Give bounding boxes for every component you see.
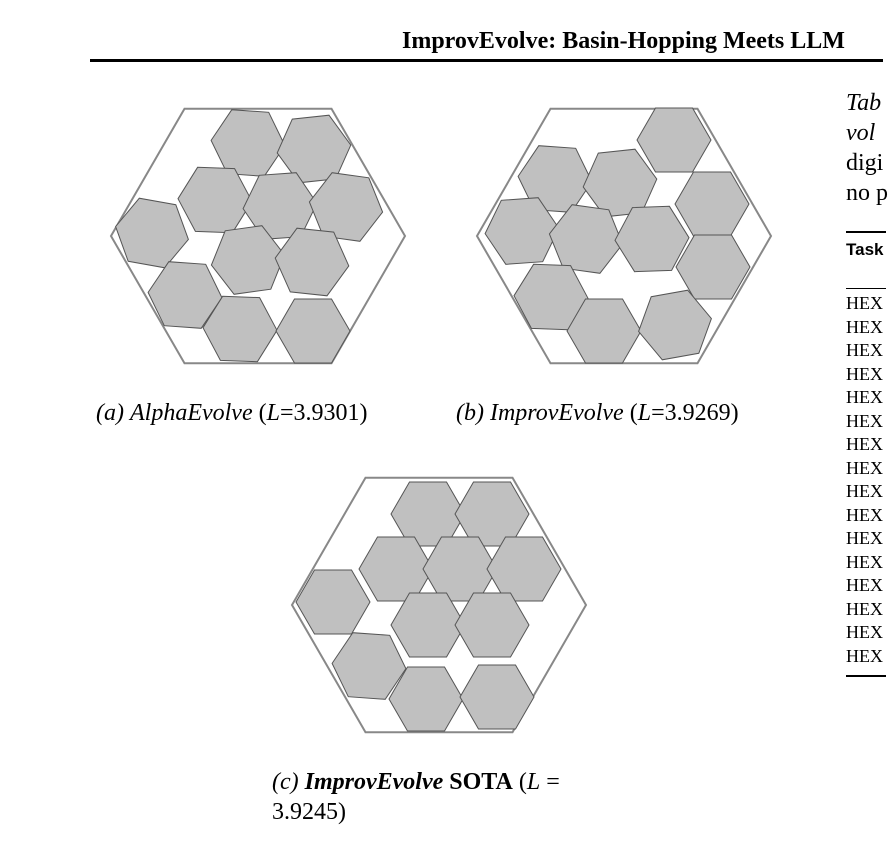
table-caption-line-4: no p: [846, 180, 888, 206]
figure-b-svg: [474, 105, 776, 367]
figure-b-hexagon-packing: [474, 105, 776, 367]
running-header-title: ImprovEvolve: Basin-Hopping Meets LLM: [402, 28, 845, 54]
figure-c-lparen: (: [518, 769, 527, 795]
figure-c-unit-hexagon-2: [455, 482, 529, 546]
figure-c-unit-hexagon-3: [359, 537, 433, 601]
figure-b-eq: =: [651, 400, 665, 426]
figure-b-value: 3.9269: [664, 400, 731, 426]
figure-c-unit-hexagon-5: [487, 537, 561, 601]
figure-c-method-name: ImprovEvolve: [304, 769, 444, 795]
table-row: HEX: [846, 316, 883, 337]
table-caption-line-1: Tab: [846, 90, 882, 116]
table-row: HEX: [846, 598, 883, 619]
table-row: HEX: [846, 387, 883, 407]
figure-a-svg: [108, 105, 410, 367]
figure-c-L: L: [526, 769, 541, 795]
figure-b-lparen: (: [629, 400, 638, 426]
table-row: HEX: [846, 575, 883, 595]
figure-c-rparen: ): [338, 799, 346, 825]
figure-b-unit-hexagon-11: [639, 290, 712, 360]
figure-b-unit-hexagon-8: [676, 235, 750, 299]
table-rows: [846, 292, 883, 668]
figure-c-unit-hexagon-7: [391, 593, 465, 657]
figure-a-unit-hexagon-3: [178, 167, 252, 232]
figure-a-value: 3.9301: [293, 400, 360, 426]
figure-c-unit-hexagon-4: [423, 537, 497, 601]
figure-c-value: 3.9245: [272, 799, 338, 825]
figure-b-method-name: ImprovEvolve: [489, 400, 624, 426]
table-mid-rule: [846, 288, 886, 289]
table-row: HEX: [846, 410, 883, 431]
table-row: HEX: [846, 551, 883, 572]
figure-b-caption: [456, 398, 739, 428]
figure-a-unit-hexagon-2: [277, 115, 351, 183]
figure-b-rparen: ): [730, 400, 739, 426]
figure-c-hexagon-packing: [291, 474, 593, 736]
table-caption-line-3: digi: [846, 150, 884, 176]
figure-c-unit-hexagon-1: [391, 482, 465, 546]
figure-c-sota: SOTA: [449, 769, 513, 795]
header-rule: [90, 59, 883, 62]
figure-a-rparen: ): [359, 400, 368, 426]
figure-c-label: (c): [272, 769, 299, 795]
figure-b-L: L: [637, 400, 652, 426]
table-row: HEX: [846, 457, 883, 478]
figure-b-unit-hexagon-4: [675, 172, 749, 236]
table-row: HEX: [846, 481, 883, 501]
figure-a-unit-hexagon-11: [276, 299, 350, 363]
figure-c-unit-hexagon-11: [460, 665, 534, 729]
figure-a-label: (a): [96, 400, 124, 426]
figure-a-lparen: (: [258, 400, 267, 426]
table-caption-cropped: [846, 88, 888, 208]
figure-a-hexagon-packing: [108, 105, 410, 367]
table-row: HEX: [846, 528, 883, 548]
table-row: HEX: [846, 363, 883, 384]
figure-b-label: (b): [456, 400, 484, 426]
figure-a-eq: =: [279, 400, 294, 426]
figure-c-caption: [272, 767, 560, 827]
figure-a-L: L: [266, 400, 280, 426]
table-header-task: Task: [846, 240, 884, 259]
figure-c-eq: =: [546, 769, 560, 795]
table-top-rule: [846, 231, 886, 233]
table-row: HEX: [846, 504, 883, 525]
table-bottom-rule: [846, 675, 886, 677]
figure-b-unit-hexagon-7: [615, 206, 689, 271]
table-row: HEX: [846, 293, 883, 313]
figure-a-method-name: AlphaEvolve: [129, 400, 253, 426]
table-row: HEX: [846, 434, 883, 454]
table-row: HEX: [846, 340, 883, 360]
figure-c-unit-hexagon-8: [455, 593, 529, 657]
table-row: HEX: [846, 622, 883, 642]
figure-a-unit-hexagon-1: [211, 110, 285, 177]
table-caption-line-2: vol: [846, 120, 876, 146]
figure-c-svg: [291, 474, 593, 736]
table-row: HEX: [846, 645, 883, 666]
figure-b-unit-hexagon-1: [637, 108, 711, 172]
figure-a-caption: [96, 398, 368, 428]
